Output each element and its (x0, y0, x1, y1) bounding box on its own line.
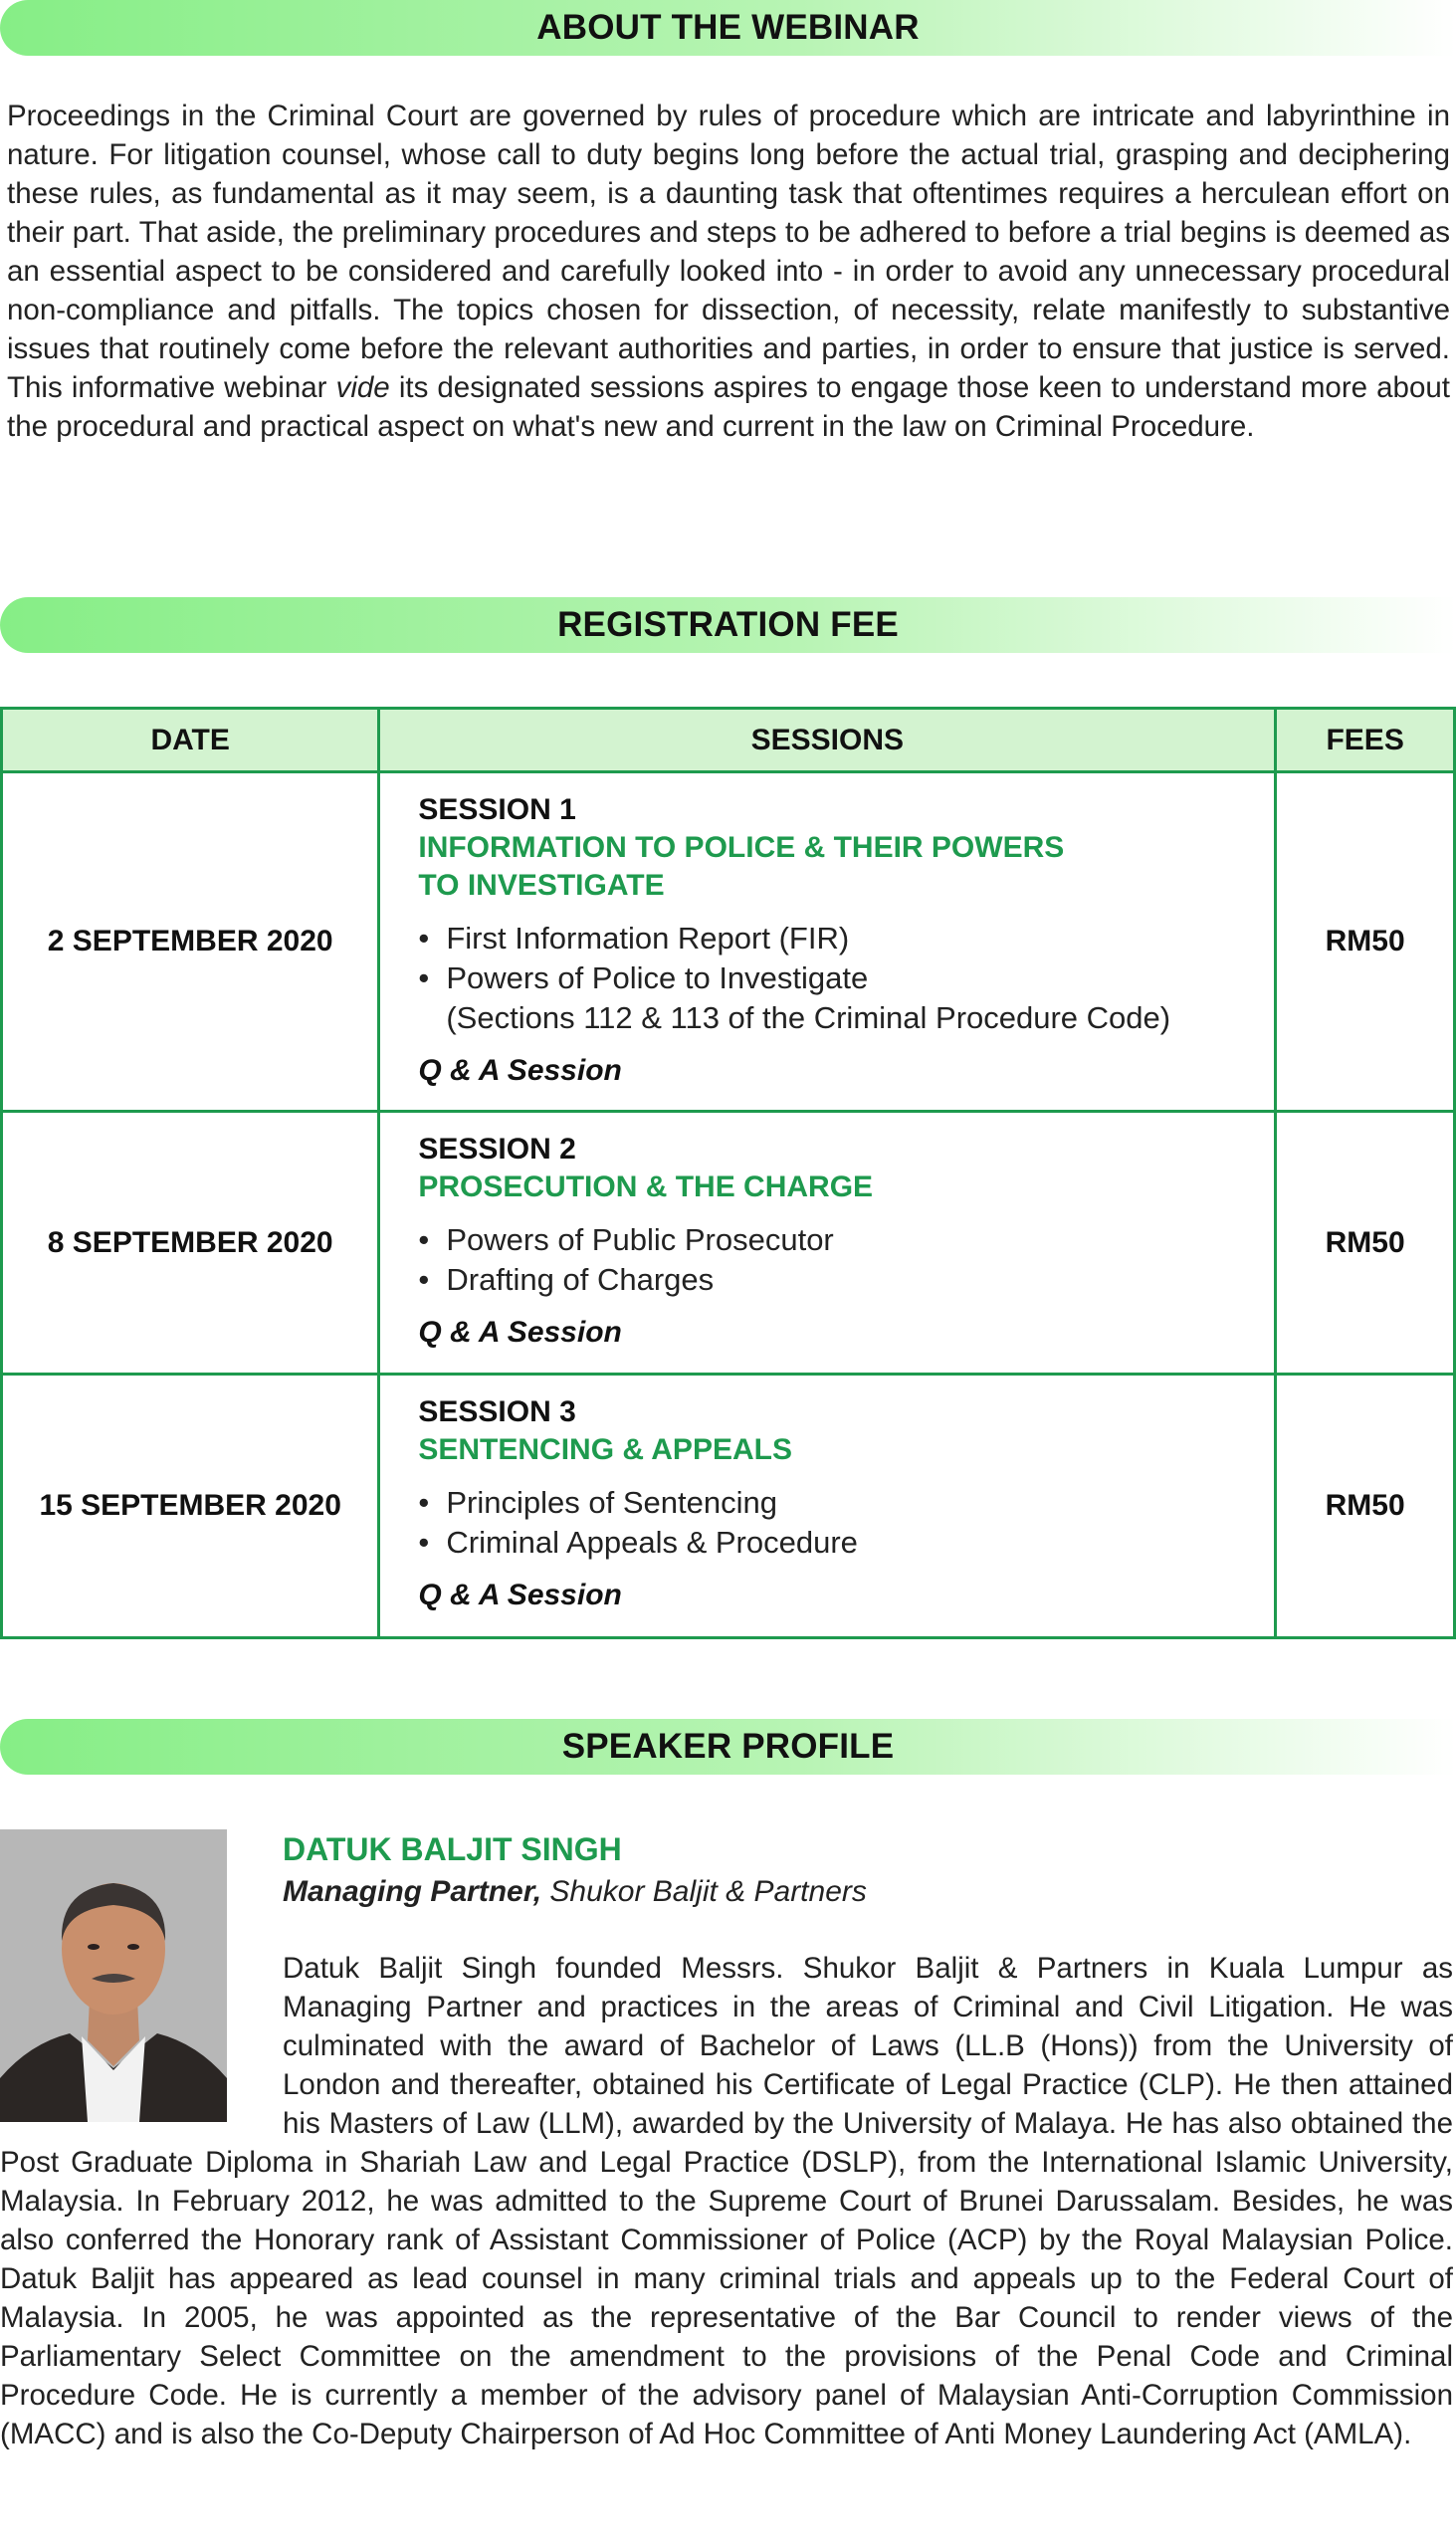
session-topics (418, 1220, 1254, 1300)
qa-session-label: Q & A Session (418, 1316, 622, 1349)
bio-photo-spacer (0, 1949, 283, 2143)
speaker-profile-heading: SPEAKER PROFILE (561, 1727, 895, 1766)
speaker-role (283, 1875, 867, 1909)
table-header-row (2, 709, 1455, 772)
speaker-bio (0, 1949, 1453, 2453)
about-text-vide: vide (335, 371, 390, 404)
session-details (379, 1112, 1276, 1375)
session-number: SESSION 1 (418, 793, 576, 826)
session-title-continued: TO INVESTIGATE (418, 869, 665, 902)
session-title: INFORMATION TO POLICE & THEIR POWERS (418, 831, 1065, 864)
qa-session-label: Q & A Session (418, 1054, 622, 1087)
session-date: 8 SEPTEMBER 2020 (2, 1112, 379, 1375)
speaker-bio-text: Datuk Baljit Singh founded Messrs. Shukor Baljit & Partners in Kuala Lumpur as Managing Partner and practices in the areas of Criminal and Civil Litigation. He was culminated with the award of Bachelor of Laws (LL.B (Hons)) from the University of London and thereafter, obtained his Certificate of Legal Practice (CLP). He then attained his Masters of Law (LLM), awarded by the University of Malaya. He has also obtained the Post Graduate Diploma in Shariah Law and Legal Practice (DSLP), from the International Islamic University, Malaysia. In February 2012, he was admitted to the Supreme Court of Brunei Darussalam. Besides, he was also conferred the Honorary rank of Assistant Commissioner of Police (ACP) by the Royal Malaysian Police. Datuk Baljit has appeared as lead counsel in many criminal trials and appeals up to the Federal Court of Malaysia. In 2005, he was appointed as the representative of the Bar Council to render views of the Parliamentary Select Committee on the amendment to the provisions of the Penal Code and Criminal Procedure Code. He is currently a member of the advisory panel of Malaysian Anti-Corruption Commission (MACC) and is also the Co-Deputy Chairperson of Ad Hoc Committee of Anti Money Laundering Act (AMLA). (0, 1952, 1453, 2450)
about-webinar-heading: ABOUT THE WEBINAR (536, 8, 920, 47)
session-number: SESSION 2 (418, 1133, 576, 1166)
table-row (2, 1112, 1455, 1375)
session-fee: RM50 (1276, 1112, 1455, 1375)
topic-item: • Drafting of Charges (418, 1260, 1254, 1300)
fees-column-header: FEES (1276, 709, 1455, 772)
session-title: SENTENCING & APPEALS (418, 1433, 792, 1466)
session-fee: RM50 (1276, 1375, 1455, 1638)
session-details (379, 772, 1276, 1112)
topic-item: • Powers of Public Prosecutor (418, 1220, 1254, 1260)
table-row (2, 1375, 1455, 1638)
speaker-name: DATUK BALJIT SINGH (283, 1831, 622, 1867)
registration-fee-table (0, 707, 1456, 1639)
about-text-part1: Proceedings in the Criminal Court are governed by rules of procedure which are intricate and labyrinthine in nature. For litigation counsel, whose call to duty begins long before the actual trial, grasping and deciphering these rules, as fundamental as it may seem, is a daunting task that oftentimes requires a herculean effort on their part. That aside, the preliminary procedures and steps to be adhered to before a trial begins is deemed as an essential aspect to be considered and carefully looked into - in order to avoid any unnecessary procedural non-compliance and pitfalls. The topics chosen for dissection, of necessity, relate manifestly to substantive issues that routinely come before the relevant authorities and parties, in order to ensure that justice is served. This informative webinar (7, 100, 1450, 404)
speaker-position: Managing Partner, (283, 1875, 542, 1908)
about-webinar-banner (0, 0, 1456, 56)
session-topics (418, 1483, 1254, 1563)
session-date: 2 SEPTEMBER 2020 (2, 772, 379, 1112)
about-webinar-text (7, 97, 1450, 446)
session-topics (418, 919, 1254, 998)
about-text-part2: its designated sessions aspires to engage those keen to understand more about the procedural and practical aspect on what's new and current in the law on Criminal Procedure. (7, 371, 1450, 443)
qa-session-label: Q & A Session (418, 1579, 622, 1611)
session-fee: RM50 (1276, 772, 1455, 1112)
topic-item: • Principles of Sentencing (418, 1483, 1254, 1523)
sessions-column-header: SESSIONS (379, 709, 1276, 772)
session-date: 15 SEPTEMBER 2020 (2, 1375, 379, 1638)
registration-fee-banner (0, 597, 1456, 653)
session-number: SESSION 3 (418, 1395, 576, 1428)
registration-fee-heading: REGISTRATION FEE (557, 605, 899, 644)
speaker-firm: Shukor Baljit & Partners (549, 1875, 867, 1908)
topic-item: • Powers of Police to Investigate (418, 958, 1254, 998)
session-details (379, 1375, 1276, 1638)
topic-item-note: (Sections 112 & 113 of the Criminal Procedure Code) (446, 1000, 1171, 1035)
date-column-header: DATE (2, 709, 379, 772)
table-row (2, 772, 1455, 1112)
session-title: PROSECUTION & THE CHARGE (418, 1170, 874, 1203)
topic-item: • Criminal Appeals & Procedure (418, 1523, 1254, 1563)
topic-item: • First Information Report (FIR) (418, 919, 1254, 958)
speaker-profile-banner (0, 1719, 1456, 1775)
